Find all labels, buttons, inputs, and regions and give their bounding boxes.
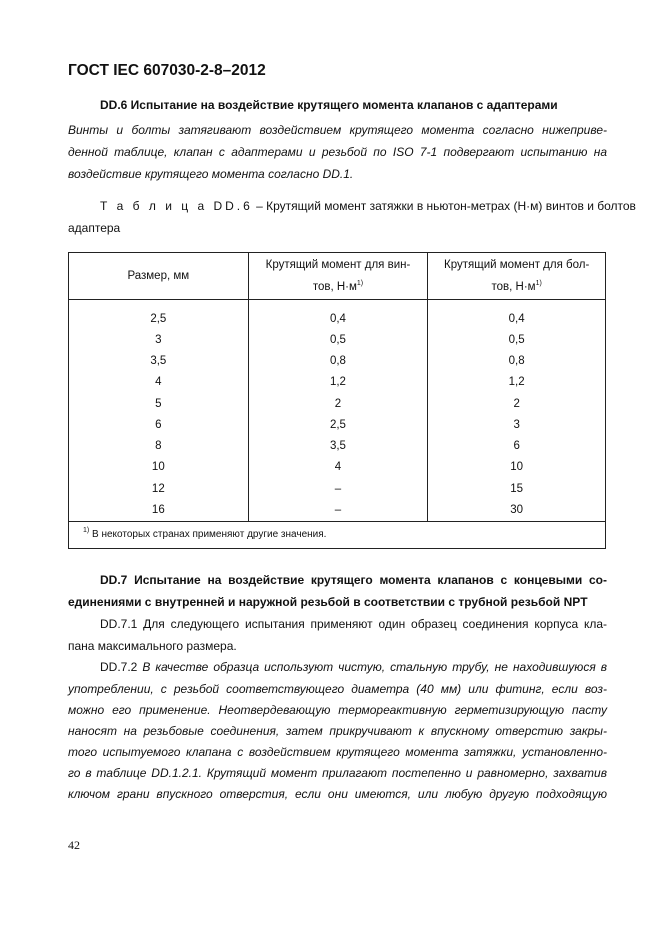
table-caption-line-2: адаптера <box>68 221 121 235</box>
torque-table <box>68 252 606 549</box>
dd72-line-6: го в таблице DD.1.2.1. Крутящий момент прилагают постепенно и равномерно, захватив <box>68 766 607 780</box>
footnote-mark: 1) <box>535 280 542 287</box>
col-size-header: Размер, мм <box>69 253 249 300</box>
dd71-line-2: пана максимального размера. <box>68 639 237 653</box>
section-dd6-line-1: Винты и болты затягивают воздействием крутящего момента согласно нижеприве- <box>68 123 607 137</box>
col-screws-header: Крутящий момент для вин- тов, $Н\cdot м^{1)}$ <box>248 253 428 300</box>
table-caption-text: – Крутящий момент затяжки в ньютон-метрах (Н·м) винтов и болтов <box>252 199 636 213</box>
dd72-line-2: употреблении, с резьбой соответствующего диаметра (40 мм) или фитинг, если воз- <box>68 682 607 696</box>
dd72-line-4: наносят на резьбовые соединения, затем прикручивают к впускному отверстию закры- <box>68 724 607 738</box>
dd72-line-3: можно его применение. Неотвердевающую термореактивную герметизирующую пасту <box>68 703 607 717</box>
table-row: 8 3,5 6 <box>69 435 606 456</box>
col-bolts-header: Крутящий момент для бол- тов, $Н\cdot м^{1)}$ <box>428 253 606 300</box>
table-footnote-row <box>69 521 606 548</box>
footnote-mark: 1) <box>356 280 364 287</box>
dd71-line-1: DD.7.1 Для следующего испытания применяют один образец соединения корпуса кла- <box>100 617 607 631</box>
table-footnote: $^{1)}$ В некоторых странах применяют другие значения. <box>69 521 606 548</box>
section-dd7-heading-2: единениями с внутренней и наружной резьбой в соответствии с трубной резьбой NPT <box>68 595 588 609</box>
table-row: 12 – 15 <box>69 478 606 499</box>
table-row: 16 – 30 <box>69 499 606 521</box>
table-row: 10 4 10 <box>69 457 606 478</box>
dd72-line-1: DD.7.2 В качестве образца используют чистую, стальную трубу, не находившуюся в <box>100 660 607 674</box>
section-dd6-line-2: денной таблице, клапан с адаптерами и резьбой по ISO 7-1 подвергают испытанию на <box>68 145 607 159</box>
section-dd6-line-3: воздействие крутящего момента согласно DD.1. <box>68 167 354 181</box>
dd72-line-5: того испытуемого клапана с воздействием крутящего момента затяжки, установленно- <box>68 745 607 759</box>
table-row: 5 2 2 <box>69 393 606 414</box>
page-number: 42 <box>68 838 80 852</box>
table-row: 3 0,5 0,5 <box>69 329 606 350</box>
section-dd7-heading-1: DD.7 Испытание на воздействие крутящего момента клапанов с концевыми со- <box>100 573 607 587</box>
table-row: 2,5 0,4 0,4 <box>69 300 606 330</box>
section-dd6-heading: DD.6 Испытание на воздействие крутящего момента клапанов с адаптерами <box>100 98 558 112</box>
table-row: 6 2,5 3 <box>69 414 606 435</box>
table-caption-label: Т а б л и ц а DD.6 <box>100 199 253 213</box>
document-title: ГОСТ IEC 607030-2-8–2012 <box>68 62 266 79</box>
table-row: 3,5 0,8 0,8 <box>69 350 606 371</box>
table-header-row <box>69 253 606 300</box>
table-row: 4 1,2 1,2 <box>69 372 606 393</box>
dd72-line-7: ключом грани впускного отверстия, если они имеются, или любую другую подходящую <box>68 787 607 801</box>
table-caption <box>100 199 636 213</box>
